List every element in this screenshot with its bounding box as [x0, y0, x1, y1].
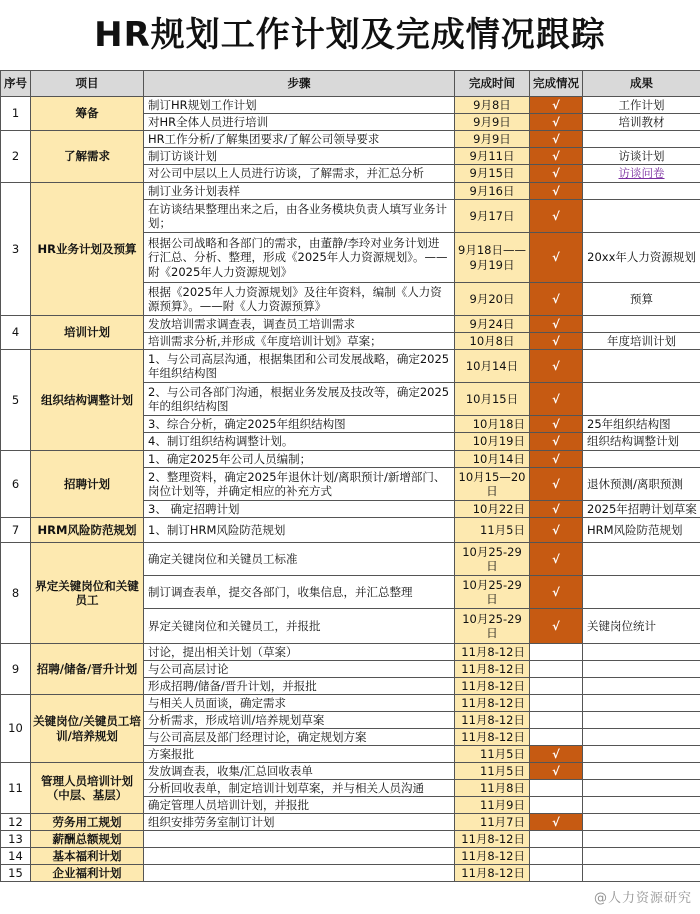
- status-cell: [530, 644, 583, 661]
- result-cell: 组织结构调整计划: [583, 433, 700, 451]
- step-cell: 确定关键岗位和关键员工标准: [144, 543, 455, 576]
- date-cell: 10月15日: [455, 383, 530, 416]
- item-cell: 界定关键岗位和关键员工: [31, 543, 144, 644]
- step-cell: 制订调查表单，提交各部门，收集信息，并汇总整理: [144, 576, 455, 609]
- date-cell: 10月25-29日: [455, 543, 530, 576]
- table-row: [1, 644, 700, 661]
- status-cell: √: [530, 814, 583, 831]
- status-cell: √: [530, 183, 583, 200]
- status-cell: √: [530, 148, 583, 165]
- result-cell: [583, 763, 700, 780]
- status-cell: √: [530, 350, 583, 383]
- status-cell: √: [530, 451, 583, 468]
- date-cell: 9月24日: [455, 316, 530, 333]
- item-cell: HRM风险防范规划: [31, 518, 144, 543]
- seq-cell: 12: [1, 814, 31, 831]
- status-cell: √: [530, 97, 583, 114]
- result-cell[interactable]: [583, 165, 700, 183]
- result-cell: [583, 746, 700, 763]
- date-cell: 11月8-12日: [455, 831, 530, 848]
- date-cell: 10月25-29日: [455, 609, 530, 644]
- date-cell: 11月8-12日: [455, 661, 530, 678]
- status-cell: √: [530, 609, 583, 644]
- date-cell: 9月16日: [455, 183, 530, 200]
- step-cell: 1、确定2025年公司人员编制；: [144, 451, 455, 468]
- step-cell: 分析需求，形成培训/培养规划草案: [144, 712, 455, 729]
- table-row: [1, 518, 700, 543]
- result-cell: [583, 848, 700, 865]
- status-cell: √: [530, 316, 583, 333]
- date-cell: 9月17日: [455, 200, 530, 233]
- date-cell: 11月8-12日: [455, 678, 530, 695]
- seq-cell: 14: [1, 848, 31, 865]
- result-cell: [583, 383, 700, 416]
- result-cell: [583, 543, 700, 576]
- table-row: [1, 814, 700, 831]
- step-cell: 制订HR规划工作计划: [144, 97, 455, 114]
- step-cell: 对HR全体人员进行培训: [144, 114, 455, 131]
- interview-questionnaire-link[interactable]: 访谈问卷: [618, 166, 665, 181]
- seq-cell: 9: [1, 644, 31, 695]
- date-cell: 11月8-12日: [455, 729, 530, 746]
- result-cell: [583, 814, 700, 831]
- step-cell: 1、制订HRM风险防范规划: [144, 518, 455, 543]
- date-cell: 9月15日: [455, 165, 530, 183]
- table-row: [1, 543, 700, 576]
- header-row: [1, 71, 700, 97]
- date-cell: 10月18日: [455, 416, 530, 433]
- table-row: [1, 316, 700, 333]
- item-cell: HR业务计划及预算: [31, 183, 144, 316]
- result-cell: 退休预测/离职预测: [583, 468, 700, 501]
- step-cell: 与公司高层及部门经理讨论，确定规划方案: [144, 729, 455, 746]
- result-cell: [583, 661, 700, 678]
- item-cell: 基本福利计划: [31, 848, 144, 865]
- status-cell: √: [530, 501, 583, 518]
- item-cell: 招聘/储备/晋升计划: [31, 644, 144, 695]
- result-cell: [583, 183, 700, 200]
- seq-cell: 1: [1, 97, 31, 131]
- page-title: HR规划工作计划及完成情况跟踪: [94, 15, 606, 55]
- plan-table: [0, 70, 700, 882]
- result-cell: [583, 831, 700, 848]
- result-cell: HRM风险防范规划: [583, 518, 700, 543]
- table-row: [1, 695, 700, 712]
- status-cell: [530, 661, 583, 678]
- seq-cell: 8: [1, 543, 31, 644]
- step-cell: 方案报批: [144, 746, 455, 763]
- date-cell: 10月14日: [455, 451, 530, 468]
- status-cell: √: [530, 165, 583, 183]
- item-cell: 组织结构调整计划: [31, 350, 144, 451]
- status-cell: [530, 831, 583, 848]
- result-cell: [583, 576, 700, 609]
- status-cell: [530, 865, 583, 882]
- item-cell: 了解需求: [31, 131, 144, 183]
- step-cell: 发放培训需求调查表，调查员工培训需求: [144, 316, 455, 333]
- step-cell: [144, 848, 455, 865]
- table-row: [1, 131, 700, 148]
- result-cell: 预算: [583, 283, 700, 316]
- status-cell: [530, 695, 583, 712]
- result-cell: 年度培训计划: [583, 333, 700, 350]
- seq-cell: 2: [1, 131, 31, 183]
- result-cell: [583, 712, 700, 729]
- item-cell: 关键岗位/关键员工培训/培养规划: [31, 695, 144, 763]
- date-cell: 11月8-12日: [455, 848, 530, 865]
- result-cell: 培训教材: [583, 114, 700, 131]
- status-cell: √: [530, 114, 583, 131]
- seq-cell: 5: [1, 350, 31, 451]
- item-cell: 筹备: [31, 97, 144, 131]
- status-cell: √: [530, 416, 583, 433]
- status-cell: √: [530, 283, 583, 316]
- status-cell: √: [530, 543, 583, 576]
- seq-cell: 7: [1, 518, 31, 543]
- result-cell: [583, 644, 700, 661]
- result-cell: 2025年招聘计划草案: [583, 501, 700, 518]
- step-cell: [144, 865, 455, 882]
- step-cell: [144, 831, 455, 848]
- status-cell: [530, 729, 583, 746]
- table-row: [1, 848, 700, 865]
- step-cell: 根据《2025年人力资源规划》及往年资料，编制《人力资源预算》。——附《人力资源预算》: [144, 283, 455, 316]
- step-cell: 根据公司战略和各部门的需求，由董静/李玲对业务计划进行汇总、分析、整理，形成《2025年人力资源规划》。——附《2025年人力资源规划》: [144, 233, 455, 283]
- header-result: 成果: [583, 71, 700, 97]
- status-cell: √: [530, 433, 583, 451]
- result-cell: [583, 695, 700, 712]
- item-cell: 劳务用工规划: [31, 814, 144, 831]
- step-cell: HR工作分析/了解集团要求/了解公司领导要求: [144, 131, 455, 148]
- result-cell: [583, 200, 700, 233]
- table-row: [1, 865, 700, 882]
- header-seq: 序号: [1, 71, 31, 97]
- step-cell: 在访谈结果整理出来之后，由各业务模块负责人填写业务计划；: [144, 200, 455, 233]
- result-cell: 工作计划: [583, 97, 700, 114]
- seq-cell: 4: [1, 316, 31, 350]
- date-cell: 10月25-29日: [455, 576, 530, 609]
- seq-cell: 6: [1, 451, 31, 518]
- step-cell: 组织安排劳务室制订计划: [144, 814, 455, 831]
- date-cell: 9月9日: [455, 114, 530, 131]
- date-cell: 10月22日: [455, 501, 530, 518]
- item-cell: 招聘计划: [31, 451, 144, 518]
- status-cell: [530, 678, 583, 695]
- status-cell: [530, 780, 583, 797]
- date-cell: 9月8日: [455, 97, 530, 114]
- date-cell: 11月5日: [455, 746, 530, 763]
- table-row: [1, 350, 700, 383]
- result-cell: [583, 780, 700, 797]
- result-cell: 20xx年人力资源规划: [583, 233, 700, 283]
- result-cell: [583, 350, 700, 383]
- status-cell: √: [530, 333, 583, 350]
- seq-cell: 3: [1, 183, 31, 316]
- item-cell: 培训计划: [31, 316, 144, 350]
- result-cell: 25年组织结构图: [583, 416, 700, 433]
- date-cell: 11月8-12日: [455, 695, 530, 712]
- status-cell: √: [530, 576, 583, 609]
- result-cell: [583, 729, 700, 746]
- table-row: [1, 97, 700, 114]
- status-cell: √: [530, 468, 583, 501]
- status-cell: [530, 797, 583, 814]
- status-cell: √: [530, 200, 583, 233]
- step-cell: 发放调查表，收集/汇总回收表单: [144, 763, 455, 780]
- status-cell: √: [530, 131, 583, 148]
- seq-cell: 10: [1, 695, 31, 763]
- date-cell: 10月8日: [455, 333, 530, 350]
- table-row: [1, 831, 700, 848]
- step-cell: 1、与公司高层沟通，根据集团和公司发展战略，确定2025年组织结构图: [144, 350, 455, 383]
- result-cell: [583, 316, 700, 333]
- step-cell: 2、与公司各部门沟通，根据业务发展及技改等，确定2025年的组织结构图: [144, 383, 455, 416]
- item-cell: 薪酬总额规划: [31, 831, 144, 848]
- step-cell: 确定管理人员培训计划，并报批: [144, 797, 455, 814]
- status-cell: [530, 712, 583, 729]
- result-cell: [583, 865, 700, 882]
- result-cell: [583, 678, 700, 695]
- status-cell: √: [530, 518, 583, 543]
- step-cell: 形成招聘/储备/晋升计划，并报批: [144, 678, 455, 695]
- step-cell: 制订访谈计划: [144, 148, 455, 165]
- date-cell: 10月15—20日: [455, 468, 530, 501]
- date-cell: 11月8-12日: [455, 644, 530, 661]
- step-cell: 与公司高层讨论: [144, 661, 455, 678]
- status-cell: √: [530, 746, 583, 763]
- result-cell: 关键岗位统计: [583, 609, 700, 644]
- date-cell: 9月20日: [455, 283, 530, 316]
- date-cell: 11月8-12日: [455, 712, 530, 729]
- step-cell: 2、整理资料，确定2025年退休计划/离职预计/新增部门、岗位计划等，并确定相应的补充方式: [144, 468, 455, 501]
- date-cell: 11月9日: [455, 797, 530, 814]
- header-status: 完成情况: [530, 71, 583, 97]
- seq-cell: 15: [1, 865, 31, 882]
- step-cell: 制订业务计划表样: [144, 183, 455, 200]
- seq-cell: 13: [1, 831, 31, 848]
- status-cell: √: [530, 383, 583, 416]
- table-row: [1, 763, 700, 780]
- date-cell: 11月8-12日: [455, 865, 530, 882]
- date-cell: 10月14日: [455, 350, 530, 383]
- seq-cell: 11: [1, 763, 31, 814]
- item-cell: 管理人员培训计划（中层、基层）: [31, 763, 144, 814]
- table-row: [1, 451, 700, 468]
- status-cell: √: [530, 763, 583, 780]
- date-cell: 11月8日: [455, 780, 530, 797]
- status-cell: [530, 848, 583, 865]
- step-cell: 对公司中层以上人员进行访谈，了解需求，并汇总分析: [144, 165, 455, 183]
- step-cell: 分析回收表单，制定培训计划草案，并与相关人员沟通: [144, 780, 455, 797]
- step-cell: 讨论，提出相关计划（草案）: [144, 644, 455, 661]
- date-cell: 9月18日——9月19日: [455, 233, 530, 283]
- step-cell: 3、综合分析，确定2025年组织结构图: [144, 416, 455, 433]
- step-cell: 培训需求分析,并形成《年度培训计划》草案；: [144, 333, 455, 350]
- date-cell: 11月7日: [455, 814, 530, 831]
- step-cell: 界定关键岗位和关键员工，并报批: [144, 609, 455, 644]
- item-cell: 企业福利计划: [31, 865, 144, 882]
- table-row: [1, 183, 700, 200]
- date-cell: 9月11日: [455, 148, 530, 165]
- step-cell: 4、制订组织结构调整计划。: [144, 433, 455, 451]
- step-cell: 与相关人员面谈，确定需求: [144, 695, 455, 712]
- result-cell: [583, 797, 700, 814]
- step-cell: 3、 确定招聘计划: [144, 501, 455, 518]
- date-cell: 9月9日: [455, 131, 530, 148]
- result-cell: 访谈计划: [583, 148, 700, 165]
- status-cell: √: [530, 233, 583, 283]
- header-item: 项目: [31, 71, 144, 97]
- result-cell: [583, 451, 700, 468]
- date-cell: 11月5日: [455, 763, 530, 780]
- header-date: 完成时间: [455, 71, 530, 97]
- date-cell: 10月19日: [455, 433, 530, 451]
- result-cell: [583, 131, 700, 148]
- header-step: 步骤: [144, 71, 455, 97]
- date-cell: 11月5日: [455, 518, 530, 543]
- watermark: @人力资源研究: [593, 891, 692, 906]
